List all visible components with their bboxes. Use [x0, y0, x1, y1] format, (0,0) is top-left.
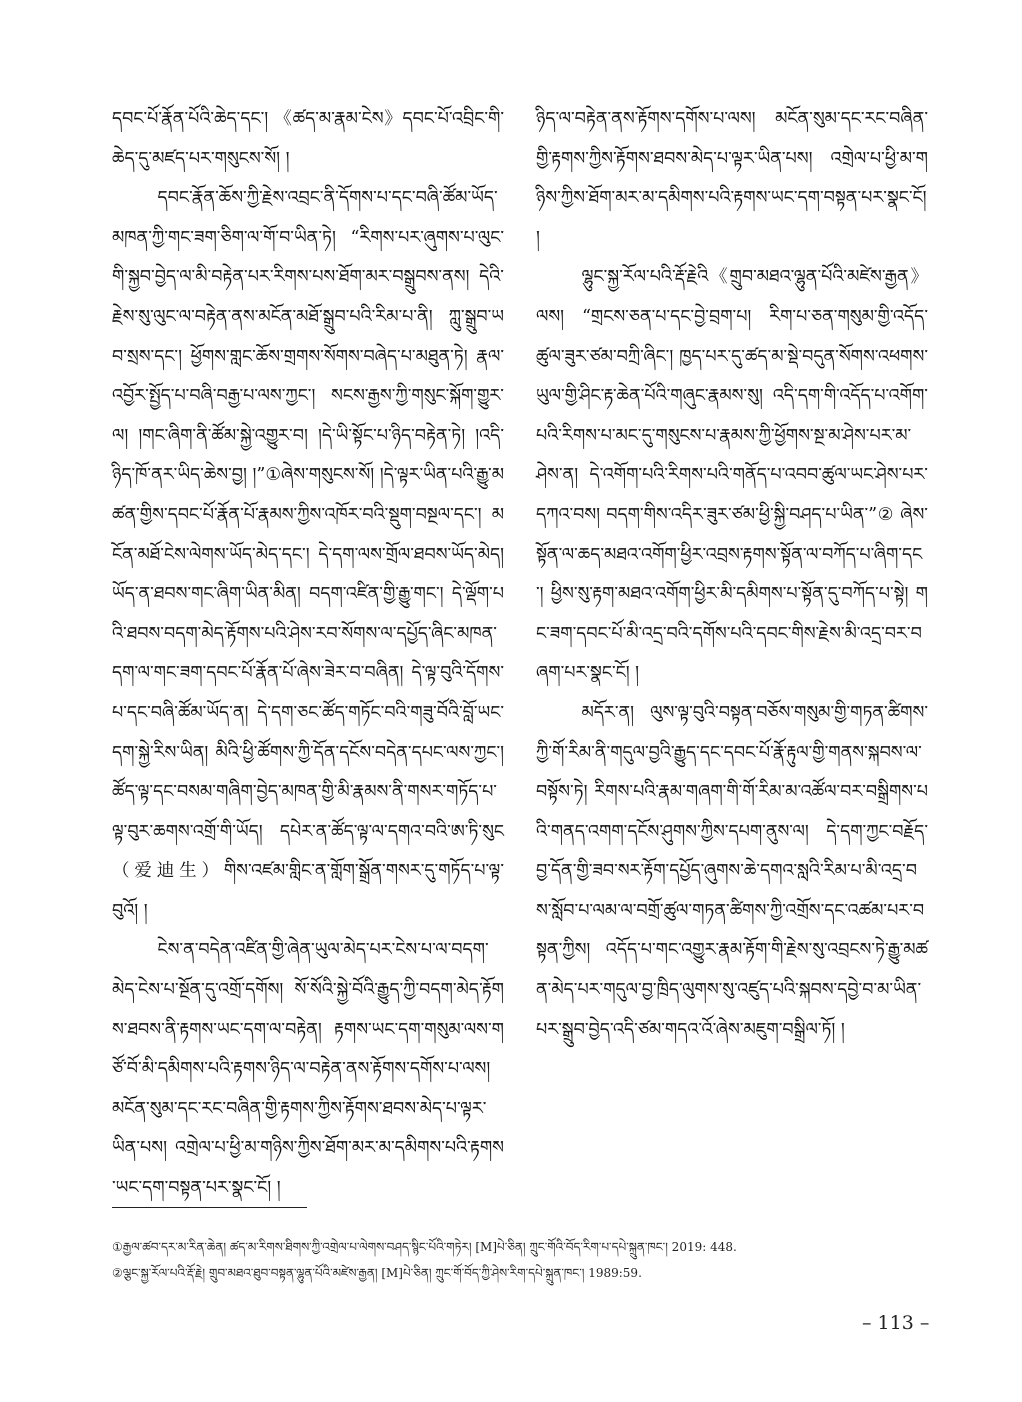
right-paragraph-2: མདོར་ན། ལུས་ལྟ་བུའི་བསྟན་བཅོས་གསུམ་གྱི་གཏན་ཚིགས་ཀྱི་གོ་རིམ་ནི་གདུལ་བྱའི་རྒྱུད་དང་དབང་པོ་རྣོ་རྟུལ་གྱི་གནས་སྐབས་ལ་བསྟོས་ཏེ། རིགས་པའི་རྣམ་གཞག་གི་གོ་རིམ་མ་འཚོལ་བར་བསྒྲིགས་པའི་གནད་འགག་དངོས་ཤུགས་ཀྱིས་དཔག་ནུས་ལ། དེ་དག་ཀྱང་བརྗོད་བྱ་དོན་གྱི་ཟབ་སར་རྟོག་དཔྱོད་ཞུགས་ཆེ་དགའ་སླའི་རིམ་པ་མི་འདྲ་བས་སློབ་པ་ལམ་ལ་བགྲོ་ཚུལ་གཏན་ཚིགས་ཀྱི་འགྲོས་དང་འཚམ་པར་བསྟན་ཀྱིས། འདོད་པ་གང་འགྱུར་རྣམ་རྟོག་གི་རྗེས་སུ་འབྲངས་ཏེ་རྒྱུ་མཚན་མེད་པར་གདུལ་བྱ་ཁྲིད་ལུགས་སུ་འཛུད་པའི་སྐབས་དབྱེ་བ་མ་ཡིན་པར་སྒྲུབ་བྱེད་འདི་ཙམ་གདའ་འོ་ཞེས་མཇུག་བསྒྲིལ་ཏོ། ། [536, 702, 928, 1040]
footnote-1: ①རྒྱལ་ཚབ་དར་མ་རིན་ཆེན། ཚད་མ་རིགས་ཐིགས་ཀྱི་འགྲེལ་པ་ལེགས་བཤད་སྙིང་པོའི་གཏེར། [M]པེ་ཅིན། ཀྲུང་གོའི་བོད་རིག་པ་དཔེ་སྐྲུན་ཁང་། 2019: 448. [112, 1240, 737, 1254]
footnote-divider [112, 1207, 307, 1208]
right-paragraph-1: ལྷུང་སྐྱ་རོལ་པའི་རྡོ་རྗེའི《གྲུབ་མཐའ་ལྷུན་པོའི་མཛེས་རྒྱན》ལས། “གྲངས་ཅན་པ་དང་བྱེ་བྲག་པ། རིག་པ་ཅན་གསུམ་གྱི་འདོད་ཚུལ་ཟུར་ཙམ་བཀྲི་ཞིང་། ཁྱད་པར་དུ་ཚད་མ་སྡེ་བདུན་སོགས་འཕགས་ཡུལ་གྱི་ཤིང་རྟ་ཆེན་པོའི་གཞུང་རྣམས་སུ། འདི་དག་གི་འདོད་པ་འགོག་པའི་རིགས་པ་མང་དུ་གསུངས་པ་རྣམས་ཀྱི་ཕྱོགས་སྔ་མ་ཤེས་པར་མ་ཤེས་ན། དེ་འགོག་པའི་རིགས་པའི་གནོད་པ་འབབ་ཚུལ་ཡང་ཤེས་པར་དཀའ་བས། བདག་གིས་འདིར་ཟུར་ཙམ་ཕྱི་སྐྱི་བཤད་པ་ཡིན་”② ཞེས་སྟོན་ལ་ཆད་མཐའ་འགོག་ཕྱིར་འབྲས་རྟགས་སྟོན་ལ་བཀོད་པ་ཞིག་དང་། ཕྱིས་སུ་རྟག་མཐའ་འགོག་ཕྱིར་མི་དམིགས་པ་སྟོན་དུ་བཀོད་པ་སྟེ། གང་ཟག་དབང་པོ་མི་འདྲ་བའི་དགོས་པའི་དབང་གིས་རྗེས་མི་འདྲ་བར་བཞག་པར་སྣང་ངོ། ། [536, 267, 928, 684]
left-paragraph-3: ངེས་ན་བདེན་འཛིན་གྱི་ཞེན་ཡུལ་མེད་པར་ངེས་པ་ལ་བདག་མེད་ངེས་པ་སྔོན་དུ་འགྲོ་དགོས། སོ་སོའི་སྐྱེ་བོའི་རྒྱུད་ཀྱི་བདག་མེད་རྟོགས་ཐབས་ནི་རྟགས་ཡང་དག་ལ་བརྟེན། རྟགས་ཡང་དག་གསུམ་ལས་གཙོ་བོ་མི་དམིགས་པའི་རྟགས་ཉིད་ལ་བརྟེན་ནས་རྟོགས་དགོས་པ་ལས། མངོན་སུམ་དང་རང་བཞིན་གྱི་རྟགས་ཀྱིས་རྟོགས་ཐབས་མེད་པ་ལྟར་ཡིན་པས། འགྲེལ་པ་ཕྱི་མ་གཉིས་ཀྱིས་ཐོག་མར་མ་དམིགས་པའི་རྟགས་ཡང་དག་བསྟན་པར་སྣང་ངོ། ། [112, 940, 504, 1199]
right-paragraph-lead: ཉིད་ལ་བརྟེན་ནས་རྟོགས་དགོས་པ་ལས། མངོན་སུམ་དང་རང་བཞིན་གྱི་རྟགས་ཀྱིས་རྟོགས་ཐབས་མེད་པ་ལྟར་ཡིན་པས། འགྲེལ་པ་ཕྱི་མ་གཉིས་ཀྱིས་ཐོག་མར་མ་དམིགས་པའི་རྟགས་ཡང་དག་བསྟན་པར་སྣང་ངོ། ། [536, 109, 928, 248]
right-column [536, 100, 928, 1050]
left-paragraph-2: དབང་རྣོན་ཆོས་ཀྱི་རྗེས་འབྲང་ནི་དོགས་པ་དང་བཞི་ཚོམ་ཡོད་མཁན་ཀྱི་གང་ཟག་ཅིག་ལ་གོ་བ་ཡིན་ཏེ། “རིགས་པར་ཞུགས་པ་ལུང་གི་སྐྱབ་བྱེད་ལ་མི་བརྟེན་པར་རིགས་པས་ཐོག་མར་བསྒྲུབས་ནས། དེའི་རྗེས་སུ་ལུང་ལ་བརྟེན་ནས་མངོན་མཐོ་སྒྲུབ་པའི་རིམ་པ་ནི། ཀླུ་སྒྲུབ་ཡབ་སྲས་དང་། ཕྱོགས་གླང་ཆོས་གྲགས་སོགས་བཞེད་པ་མཐུན་ཏེ། རྣལ་འབྱོར་སྤྱོད་པ་བཞི་བརྒྱ་པ་ལས་ཀྱང་། སངས་རྒྱས་ཀྱི་གསུང་སྐོག་གྱུར་ལ། །གང་ཞིག་ནི་ཚོམ་སྐྱེ་འགྱུར་བ། །དེ་ཡི་སྟོང་པ་ཉིད་བརྟེན་ཏེ། །འདི་ཉིད་ཁོ་ནར་ཡིད་ཆེས་བྱ། །”①ཞེས་གསུངས་སོ། །དེ་ལྟར་ཡིན་པའི་རྒྱུ་མཚན་གྱིས་དབང་པོ་རྣོན་པོ་རྣམས་ཀྱིས་འཁོར་བའི་སྡུག་བསྔལ་དང་། མངོན་མཐོ་ངེས་ལེགས་ཡོད་མེད་དང་། དེ་དག་ལས་གྲོལ་ཐབས་ཡོད་མེད། ཡོད་ན་ཐབས་གང་ཞིག་ཡིན་མིན། བདག་འཛིན་གྱི་རྒྱུ་གང་། དེ་ལྡོག་པའི་ཐབས་བདག་མེད་རྟོགས་པའི་ཤེས་རབ་སོགས་ལ་དཔྱོད་ཞིང་མཁན་དག་ལ་གང་ཟག་དབང་པོ་རྣོན་པོ་ཞེས་ཟེར་བ་བཞིན། དེ་ལྟ་བུའི་དོགས་པ་དང་བཞི་ཚོམ་ཡོད་ན། དེ་དག་ཅང་ཚོད་གཏོང་བའི་གཟུ་བོའི་བློ་ཡང་དག་སྐྱེ་རིས་ཡིན། མིའི་ཕྱི་ཚོགས་ཀྱི་དོན་དངོས་བདེན་དཔང་ལས་ཀྱང་། ཚོད་ལྟ་དང་བསམ་གཞིག་བྱེད་མཁན་གྱི་མི་རྣམས་ནི་གསར་གཏོད་པ་ལྟ་བུར་ཆགས་འགྲོ་གི་ཡོད། དཔེར་ན་ཚོད་ལྟ་ལ་དགའ་བའི་ཨ་ཏི་སུང（爱迪生）གིས་འཛམ་གླིང་ན་གློག་སྒྲོན་གསར་དུ་གཏོད་པ་ལྟ་བུའོ། ། [112, 188, 504, 921]
left-column [112, 100, 504, 1209]
page-number: – 113 – [862, 1312, 930, 1334]
footnotes [112, 1234, 912, 1286]
footnote-2: ②ལྕང་སྐྱ་རོལ་པའི་རྡོ་རྗེ། གྲུབ་མཐའ་ཐུབ་བསྟན་ལྷུན་པོའི་མཛེས་རྒྱན། [M]པེ་ཅིན། ཀྲུང་གོ་བོད་ཀྱི་ཤེས་རིག་དཔེ་སྐྲུན་ཁང་། 1989:59. [112, 1266, 642, 1280]
left-paragraph-1: དབང་པོ་རྣོན་པོའི་ཆེད་དང་། 《ཚད་མ་རྣམ་ངེས》དབང་པོ་འབྲིང་གི་ཆེད་དུ་མཛད་པར་གསུངས་སོ། ། [112, 109, 504, 169]
